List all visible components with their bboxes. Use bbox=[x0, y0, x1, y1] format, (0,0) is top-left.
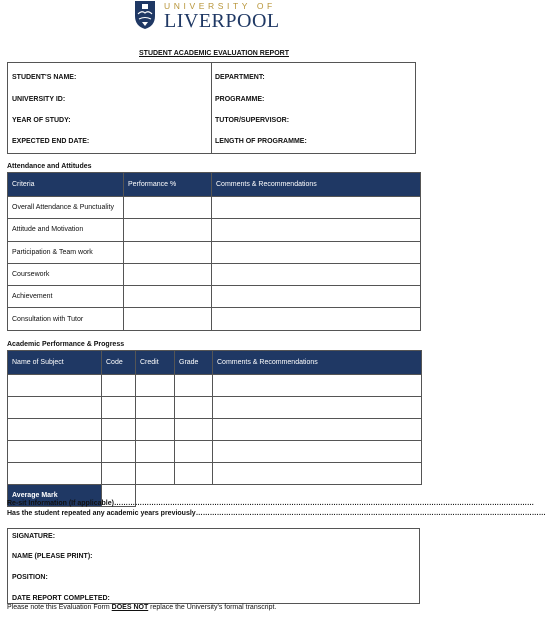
credit-cell[interactable] bbox=[136, 397, 175, 419]
footer-text: Please note this Evaluation Form bbox=[7, 604, 112, 611]
credit-cell[interactable] bbox=[136, 463, 175, 485]
info-divider bbox=[211, 63, 212, 153]
repeated-years-line[interactable]: Has the student repeated any academic years previously…………………………………………………………………………………………………………………………………… bbox=[7, 510, 546, 517]
table-row bbox=[8, 463, 422, 485]
crest-icon bbox=[134, 0, 156, 30]
code-cell[interactable] bbox=[102, 463, 136, 485]
criteria-header: Criteria bbox=[8, 173, 124, 197]
expected-end-date-label: EXPECTED END DATE: bbox=[12, 138, 90, 145]
code-header: Code bbox=[102, 351, 136, 375]
student-info-box bbox=[7, 62, 416, 154]
table-row bbox=[8, 197, 421, 219]
criteria-cell: Coursework bbox=[8, 263, 124, 285]
table-row bbox=[8, 397, 422, 419]
footer-text-end: replace the University's formal transcript. bbox=[148, 604, 277, 611]
signature-label: SIGNATURE: bbox=[12, 533, 56, 540]
grade-cell[interactable] bbox=[175, 463, 213, 485]
subject-cell[interactable] bbox=[8, 375, 102, 397]
position-label: POSITION: bbox=[12, 574, 48, 581]
table-row bbox=[8, 419, 422, 441]
criteria-cell: Participation & Team work bbox=[8, 241, 124, 263]
credit-cell[interactable] bbox=[136, 419, 175, 441]
resit-info-line[interactable]: Re-sit Information (If applicable)……………………………………………………………………………………………………………………………………………………………… bbox=[7, 500, 534, 507]
code-cell[interactable] bbox=[102, 441, 136, 463]
criteria-cell: Achievement bbox=[8, 286, 124, 308]
signature-box bbox=[7, 528, 420, 604]
academic-comments-cell[interactable] bbox=[213, 397, 422, 419]
subject-cell[interactable] bbox=[8, 463, 102, 485]
subject-cell[interactable] bbox=[8, 441, 102, 463]
attendance-section-title: Attendance and Attitudes bbox=[7, 163, 92, 170]
print-name-label: NAME (PLEASE PRINT): bbox=[12, 553, 93, 560]
subject-cell[interactable] bbox=[8, 397, 102, 419]
code-cell[interactable] bbox=[102, 419, 136, 441]
academic-table bbox=[7, 350, 534, 507]
grade-cell[interactable] bbox=[175, 419, 213, 441]
grade-header: Grade bbox=[175, 351, 213, 375]
academic-header-row bbox=[8, 351, 422, 375]
criteria-cell: Consultation with Tutor bbox=[8, 308, 124, 330]
academic-comments-cell[interactable] bbox=[213, 419, 422, 441]
performance-cell[interactable] bbox=[124, 241, 212, 263]
performance-cell[interactable] bbox=[124, 219, 212, 241]
grade-cell[interactable] bbox=[175, 375, 213, 397]
table-row bbox=[8, 241, 421, 263]
credit-cell[interactable] bbox=[136, 441, 175, 463]
criteria-cell: Attitude and Motivation bbox=[8, 219, 124, 241]
logo-university-text: UNIVERSITY OF bbox=[164, 1, 276, 11]
programme-length-label: LENGTH OF PROGRAMME: bbox=[215, 138, 307, 145]
table-row bbox=[8, 441, 422, 463]
comments-cell[interactable] bbox=[212, 286, 421, 308]
table-row bbox=[8, 375, 422, 397]
comments-cell[interactable] bbox=[212, 241, 421, 263]
comments-cell[interactable] bbox=[212, 197, 421, 219]
university-logo bbox=[134, 0, 294, 34]
academic-comments-cell[interactable] bbox=[213, 463, 422, 485]
comments-header: Comments & Recommendations bbox=[212, 173, 421, 197]
code-cell[interactable] bbox=[102, 397, 136, 419]
subject-cell[interactable] bbox=[8, 419, 102, 441]
university-id-label: UNIVERSITY ID: bbox=[12, 96, 66, 103]
attendance-header-row bbox=[8, 173, 421, 197]
comments-cell[interactable] bbox=[212, 263, 421, 285]
tutor-supervisor-label: TUTOR/SUPERVISOR: bbox=[215, 117, 290, 124]
grade-cell[interactable] bbox=[175, 397, 213, 419]
table-row bbox=[8, 286, 421, 308]
table-row bbox=[8, 263, 421, 285]
report-title: STUDENT ACADEMIC EVALUATION REPORT bbox=[139, 50, 289, 57]
footer-emphasis: DOES NOT bbox=[111, 604, 149, 611]
comments-cell[interactable] bbox=[212, 219, 421, 241]
criteria-cell: Overall Attendance & Punctuality bbox=[8, 197, 124, 219]
table-row bbox=[8, 219, 421, 241]
performance-cell[interactable] bbox=[124, 286, 212, 308]
department-label: DEPARTMENT: bbox=[215, 74, 265, 81]
average-mark-label: Average Mark bbox=[8, 485, 102, 507]
attendance-table bbox=[7, 172, 421, 331]
footer-note bbox=[7, 604, 276, 611]
academic-section-title: Academic Performance & Progress bbox=[7, 341, 125, 348]
subject-header: Name of Subject bbox=[8, 351, 102, 375]
programme-label: PROGRAMME: bbox=[215, 96, 265, 103]
year-of-study-label: YEAR OF STUDY: bbox=[12, 117, 71, 124]
academic-comments-header: Comments & Recommendations bbox=[213, 351, 422, 375]
table-row bbox=[8, 308, 421, 330]
performance-cell[interactable] bbox=[124, 263, 212, 285]
academic-comments-cell[interactable] bbox=[213, 441, 422, 463]
performance-cell[interactable] bbox=[124, 197, 212, 219]
grade-cell[interactable] bbox=[175, 441, 213, 463]
credit-cell[interactable] bbox=[136, 375, 175, 397]
date-completed-label: DATE REPORT COMPLETED: bbox=[12, 595, 110, 602]
performance-header: Performance % bbox=[124, 173, 212, 197]
student-name-label: STUDENT'S NAME: bbox=[12, 74, 77, 81]
performance-cell[interactable] bbox=[124, 308, 212, 330]
academic-comments-cell[interactable] bbox=[213, 375, 422, 397]
logo-liverpool-text: LIVERPOOL bbox=[164, 10, 280, 32]
comments-cell[interactable] bbox=[212, 308, 421, 330]
credit-header: Credit bbox=[136, 351, 175, 375]
code-cell[interactable] bbox=[102, 375, 136, 397]
